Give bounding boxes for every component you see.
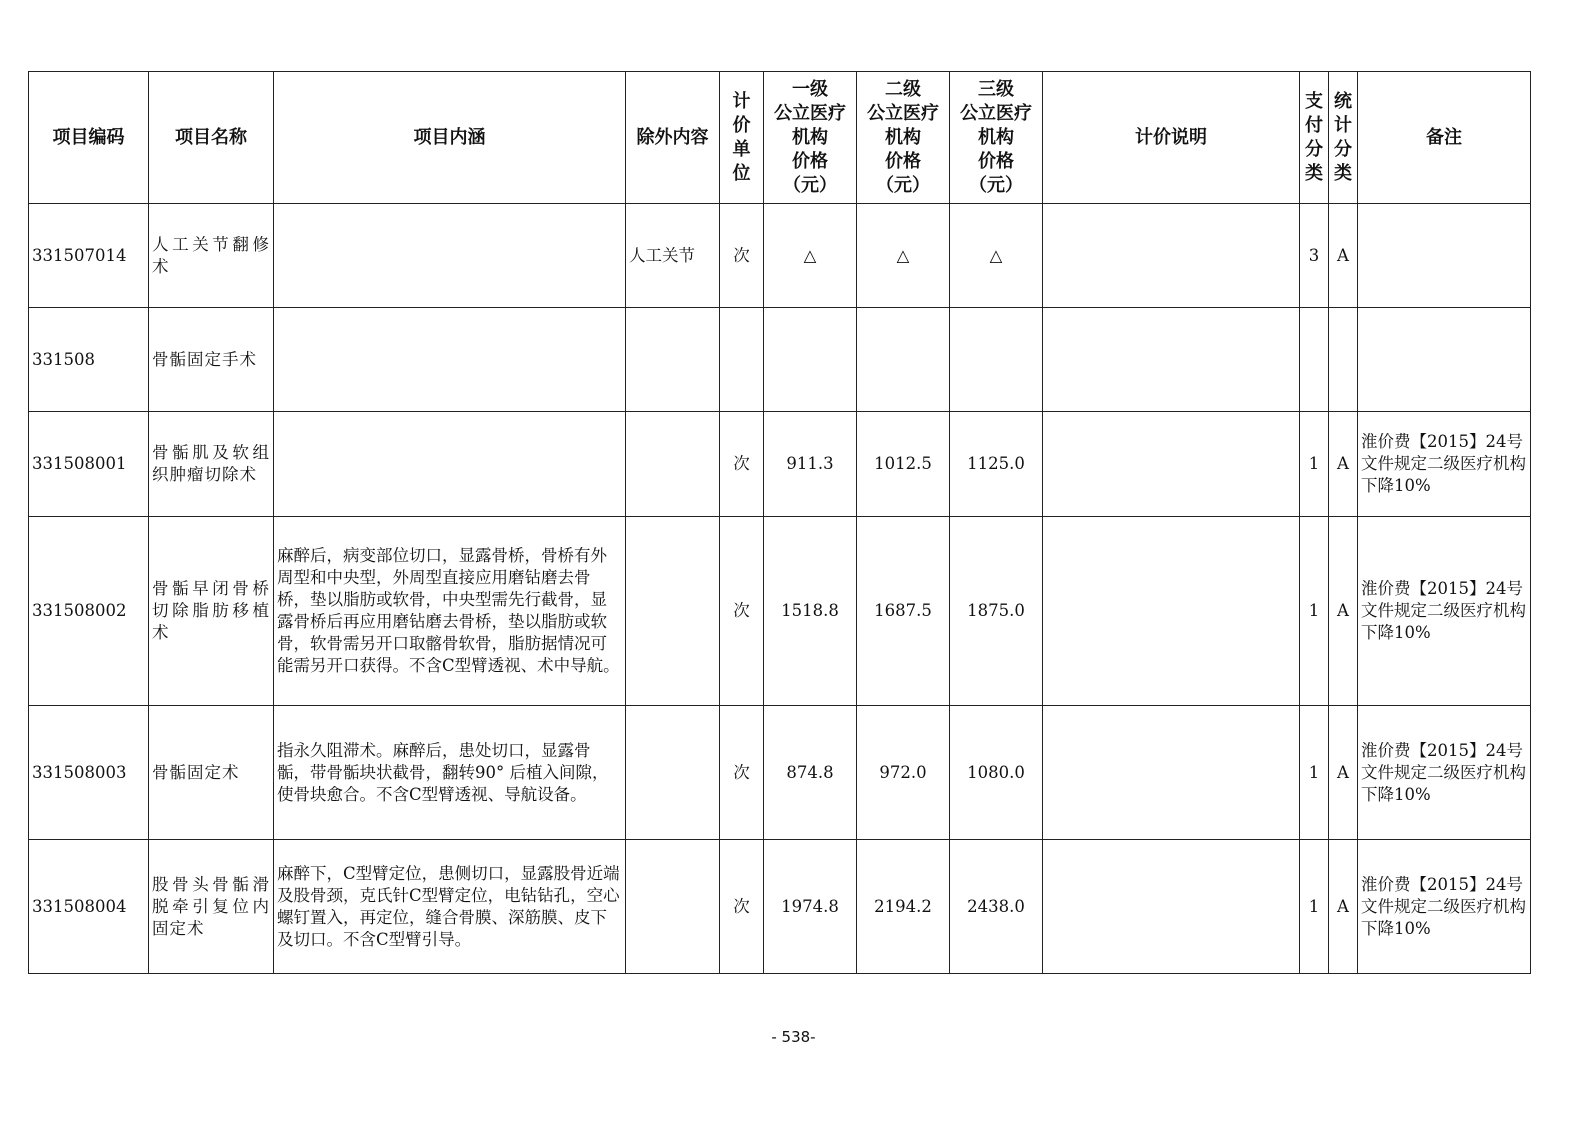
cell-content: 麻醉后，病变部位切口，显露骨桥，骨桥有外周型和中央型，外周型直接应用磨钻磨去骨桥，垫以脂肪或软骨，中央型需先行截骨，显露骨桥后再应用磨钻磨去骨桥，垫以脂肪或软骨，软骨需另开口取髂骨软骨，脂肪据情况可能需另开口获得。不含C型臂透视、术中导航。 xyxy=(274,517,626,706)
cell-price-level2 xyxy=(857,308,950,412)
cell-price-level2: △ xyxy=(857,204,950,308)
cell-content xyxy=(274,412,626,517)
cell-excluded xyxy=(626,412,720,517)
cell-content xyxy=(274,204,626,308)
header-content: 项目内涵 xyxy=(274,72,626,204)
cell-unit: 次 xyxy=(720,840,764,974)
cell-remark: 淮价费【2015】24号文件规定二级医疗机构下降10% xyxy=(1358,517,1531,706)
cell-name: 人工关节翻修术 xyxy=(149,204,274,308)
cell-price-level2: 1687.5 xyxy=(857,517,950,706)
cell-price-level1: 874.8 xyxy=(764,706,857,840)
header-stat-class: 统 计 分 类 xyxy=(1329,72,1358,204)
cell-price-level3: 2438.0 xyxy=(950,840,1043,974)
cell-price-level3 xyxy=(950,308,1043,412)
cell-remark: 淮价费【2015】24号文件规定二级医疗机构下降10% xyxy=(1358,840,1531,974)
cell-stat-class: A xyxy=(1329,204,1358,308)
cell-content: 麻醉下，C型臂定位，患侧切口，显露股骨近端及股骨颈，克氏针C型臂定位，电钻钻孔，空心螺钉置入，再定位，缝合骨膜、深筋膜、皮下及切口。不含C型臂引导。 xyxy=(274,840,626,974)
cell-price-level3: 1125.0 xyxy=(950,412,1043,517)
cell-price-level1: 1974.8 xyxy=(764,840,857,974)
cell-name: 骨骺固定手术 xyxy=(149,308,274,412)
header-remark: 备注 xyxy=(1358,72,1531,204)
cell-code: 331508002 xyxy=(29,517,149,706)
cell-price-level1: △ xyxy=(764,204,857,308)
cell-name: 股骨头骨骺滑脱牵引复位内固定术 xyxy=(149,840,274,974)
cell-code: 331508001 xyxy=(29,412,149,517)
cell-pricing-note xyxy=(1043,204,1300,308)
header-price-level1: 一级 公立医疗 机构 价格 （元） xyxy=(764,72,857,204)
cell-price-level3: 1875.0 xyxy=(950,517,1043,706)
cell-price-level1 xyxy=(764,308,857,412)
cell-remark: 淮价费【2015】24号文件规定二级医疗机构下降10% xyxy=(1358,412,1531,517)
cell-excluded xyxy=(626,840,720,974)
cell-pay-class: 1 xyxy=(1300,517,1329,706)
cell-content: 指永久阻滞术。麻醉后，患处切口，显露骨骺，带骨骺块状截骨，翻转90° 后植入间隙，使骨块愈合。不含C型臂透视、导航设备。 xyxy=(274,706,626,840)
cell-pricing-note xyxy=(1043,308,1300,412)
cell-name: 骨骺固定术 xyxy=(149,706,274,840)
cell-content xyxy=(274,308,626,412)
table-row xyxy=(29,706,1531,840)
cell-price-level2: 2194.2 xyxy=(857,840,950,974)
header-price-level3: 三级 公立医疗 机构 价格 （元） xyxy=(950,72,1043,204)
cell-stat-class: A xyxy=(1329,840,1358,974)
header-code: 项目编码 xyxy=(29,72,149,204)
cell-pay-class: 1 xyxy=(1300,840,1329,974)
cell-price-level3: △ xyxy=(950,204,1043,308)
header-pay-class: 支 付 分 类 xyxy=(1300,72,1329,204)
cell-price-level1: 1518.8 xyxy=(764,517,857,706)
table-row xyxy=(29,517,1531,706)
cell-excluded xyxy=(626,706,720,840)
header-price-level2: 二级 公立医疗 机构 价格 （元） xyxy=(857,72,950,204)
cell-code: 331508 xyxy=(29,308,149,412)
cell-stat-class: A xyxy=(1329,706,1358,840)
cell-code: 331508003 xyxy=(29,706,149,840)
cell-code: 331507014 xyxy=(29,204,149,308)
header-unit: 计 价 单 位 xyxy=(720,72,764,204)
cell-pricing-note xyxy=(1043,412,1300,517)
cell-unit: 次 xyxy=(720,204,764,308)
pricing-table xyxy=(28,71,1531,974)
cell-unit: 次 xyxy=(720,412,764,517)
cell-price-level1: 911.3 xyxy=(764,412,857,517)
cell-unit: 次 xyxy=(720,706,764,840)
header-pricing-note: 计价说明 xyxy=(1043,72,1300,204)
cell-pay-class: 1 xyxy=(1300,706,1329,840)
table-row xyxy=(29,204,1531,308)
cell-name: 骨骺早闭骨桥切除脂肪移植术 xyxy=(149,517,274,706)
header-excluded: 除外内容 xyxy=(626,72,720,204)
cell-stat-class: A xyxy=(1329,412,1358,517)
header-row xyxy=(29,72,1531,204)
cell-pay-class xyxy=(1300,308,1329,412)
cell-price-level2: 1012.5 xyxy=(857,412,950,517)
cell-code: 331508004 xyxy=(29,840,149,974)
cell-name: 骨骺肌及软组织肿瘤切除术 xyxy=(149,412,274,517)
cell-excluded xyxy=(626,517,720,706)
cell-remark: 淮价费【2015】24号文件规定二级医疗机构下降10% xyxy=(1358,706,1531,840)
cell-pricing-note xyxy=(1043,517,1300,706)
cell-unit: 次 xyxy=(720,517,764,706)
cell-pay-class: 3 xyxy=(1300,204,1329,308)
table-row xyxy=(29,840,1531,974)
header-name: 项目名称 xyxy=(149,72,274,204)
cell-remark xyxy=(1358,204,1531,308)
cell-stat-class: A xyxy=(1329,517,1358,706)
table-row xyxy=(29,412,1531,517)
table-row xyxy=(29,308,1531,412)
cell-pricing-note xyxy=(1043,706,1300,840)
cell-excluded xyxy=(626,308,720,412)
cell-unit xyxy=(720,308,764,412)
page-number: - 538- xyxy=(771,1028,816,1046)
cell-excluded: 人工关节 xyxy=(626,204,720,308)
cell-pricing-note xyxy=(1043,840,1300,974)
cell-stat-class xyxy=(1329,308,1358,412)
cell-price-level3: 1080.0 xyxy=(950,706,1043,840)
cell-price-level2: 972.0 xyxy=(857,706,950,840)
cell-remark xyxy=(1358,308,1531,412)
cell-pay-class: 1 xyxy=(1300,412,1329,517)
